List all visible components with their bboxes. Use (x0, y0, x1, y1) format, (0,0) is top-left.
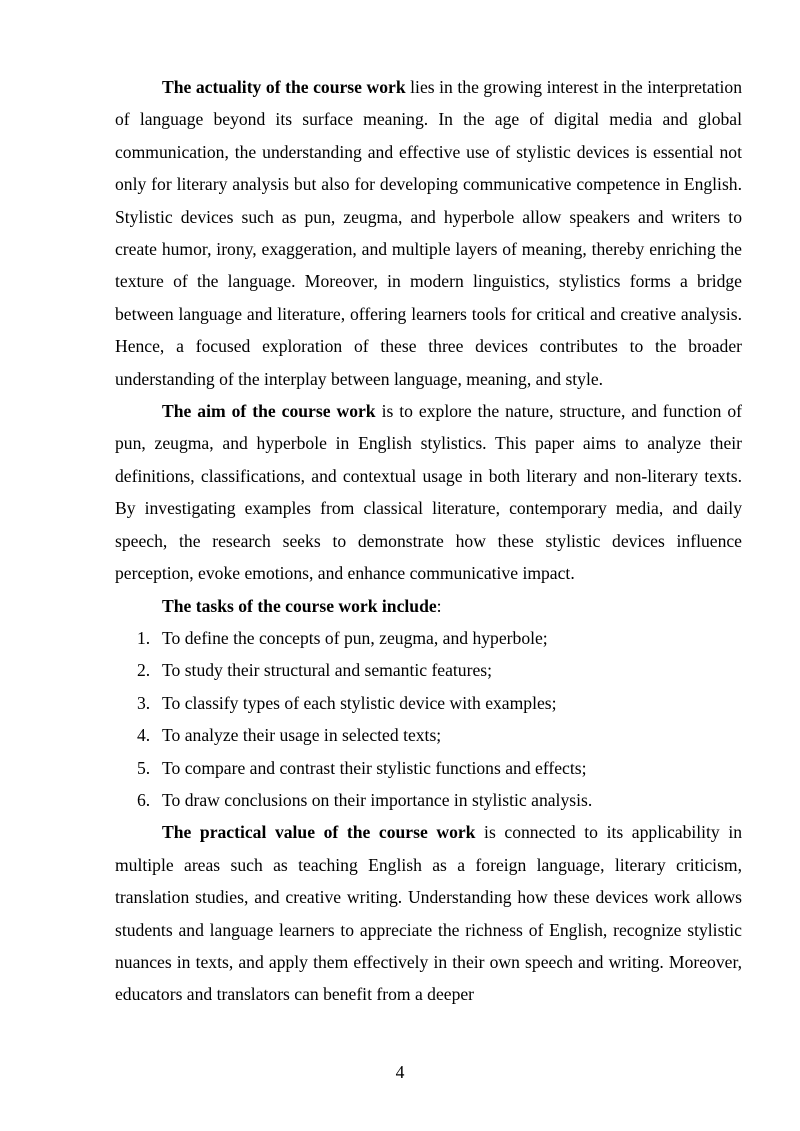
tasks-colon: : (436, 595, 442, 616)
practical-text: is connected to its applicability in multiple areas such as teaching English as a foreign language, literary criticism, translation studies, and creative writing. Understanding how these devices work allows students and language learners to appreciate the richness of English, recognize stylistic nuances in texts, and apply them effectively in their own speech and writing. Moreover, educators and translators can benefit from a deeper (115, 822, 743, 1005)
list-item-number: 1. (137, 627, 151, 648)
tasks-heading (115, 590, 742, 622)
list-item-number: 2. (137, 660, 151, 681)
page-number: 4 (395, 1062, 405, 1082)
tasks-lead: The tasks of the course work include (162, 595, 437, 616)
list-item-number: 5. (137, 757, 151, 778)
list-item-text: To study their structural and semantic features; (162, 660, 493, 681)
aim-text: is to explore the nature, structure, and function of pun, zeugma, and hyperbole in English stylistics. This paper aims to analyze their definitions, classifications, and contextual usage in both literary and non-literary texts. By investigating examples from classical literature, contemporary media, and daily speech, the research seeks to demonstrate how these stylistic devices influence perception, evoke emotions, and enhance communicative impact. (115, 401, 742, 584)
list-item-number: 4. (137, 725, 151, 746)
tasks-list (115, 622, 742, 816)
list-item-text: To draw conclusions on their importance in stylistic analysis. (162, 789, 593, 810)
practical-paragraph (115, 816, 742, 1010)
list-item-number: 3. (137, 692, 151, 713)
list-item-text: To analyze their usage in selected texts; (162, 725, 442, 746)
list-item-text: To define the concepts of pun, zeugma, and hyperbole; (162, 627, 548, 648)
actuality-lead: The actuality of the course work (162, 77, 406, 97)
list-item (115, 654, 742, 686)
list-item (115, 752, 742, 784)
list-item (115, 687, 742, 719)
practical-lead: The practical value of the course work (162, 822, 476, 843)
list-item (115, 784, 742, 816)
page-body (115, 71, 742, 1011)
list-item-text: To compare and contrast their stylistic functions and effects; (162, 757, 587, 778)
list-item (115, 719, 742, 751)
actuality-paragraph (115, 71, 742, 395)
list-item-text: To classify types of each stylistic device with examples; (162, 692, 557, 713)
actuality-text: lies in the growing interest in the interpretation of language beyond its surface meaning. In the age of digital media and global communication, the understanding and effective use of stylistic devices is essential not only for literary analysis but also for developing communicative competence in English. Stylistic devices such as pun, zeugma, and hyperbole allow speakers and writers to create humor, irony, exaggeration, and multiple layers of meaning, thereby enriching the texture of the language. Moreover, in modern linguistics, stylistics forms a bridge between language and literature, offering learners tools for critical and creative analysis. Hence, a focused exploration of these three devices contributes to the broader understanding of the interplay between language, meaning, and style. (115, 77, 743, 389)
list-item-number: 6. (137, 789, 151, 810)
list-item (115, 622, 742, 654)
aim-lead: The aim of the course work (162, 401, 376, 422)
aim-paragraph (115, 395, 742, 589)
